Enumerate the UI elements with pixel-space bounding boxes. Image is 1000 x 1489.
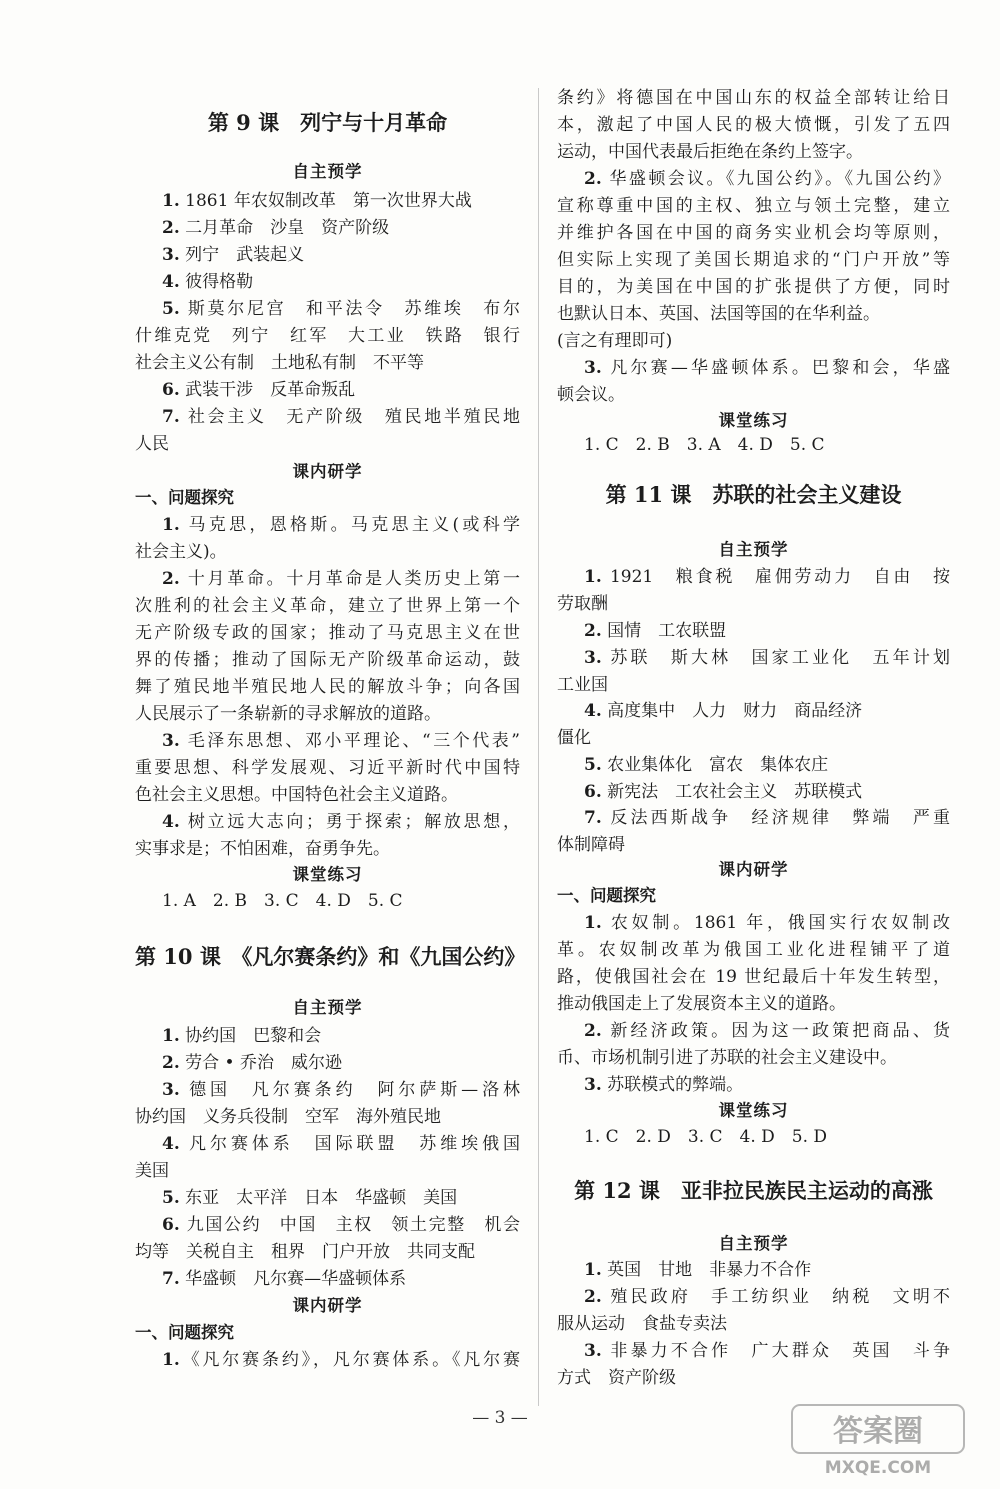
- lesson12-preview-3: 3. 非暴力不合作 广大群众 英国 斗争: [584, 1341, 951, 1361]
- lesson11-preview-heading: 自主预学: [718, 540, 789, 559]
- lesson10-study-1-line: 运动，中国代表最后拒绝在条约上签字。: [557, 142, 863, 162]
- lesson11-preview-7: 7. 反法西斯战争 经济规律 弊端 严重: [584, 808, 951, 828]
- lesson10-practice-answers: 1. C 2. B 3. A 4. D 5. C: [584, 435, 825, 455]
- lesson10-preview-6: 6. 九国公约 中国 主权 领土完整 机会: [162, 1215, 521, 1235]
- lesson11-practice-heading: 课堂练习: [718, 1101, 789, 1120]
- lesson9-study-2-line: 界的传播；推动了国际无产阶级革命运动，鼓: [135, 650, 520, 670]
- page-number: — 3 —: [472, 1408, 528, 1428]
- lesson9-study-2-line: 次胜利的社会主义革命，建立了世界上第一个: [135, 596, 520, 616]
- lesson10-study-2: 2. 华盛顿会议。《九国公约》。《九国公约》: [584, 169, 951, 189]
- lesson10-study-2-line: 也默认日本、英国、法国等国的在华利益。: [557, 304, 880, 324]
- lesson10-preview-heading: 自主预学: [292, 998, 363, 1017]
- watermark-url: MXQE.COM: [824, 1458, 932, 1478]
- lesson11-preview-5: 5. 农业集体化 富农 集体农庄: [584, 755, 829, 775]
- lesson11-study-1-line: 革。农奴制改革为俄国工业化进程铺平了道: [557, 940, 950, 960]
- lesson11-preview-1-cont: 劳取酬: [557, 594, 608, 614]
- lesson10-study-3-cont: 顿会议。: [557, 385, 625, 405]
- lesson10-part1: 一、问题探究: [135, 1323, 234, 1342]
- lesson9-study-1: 1. 马克思，恩格斯。马克思主义(或科学: [162, 515, 520, 535]
- lesson11-study-1: 1. 农奴制。1861 年，俄国实行农奴制改: [584, 913, 951, 933]
- lesson10-study-2-line: 目的，为美国在中国的扩张提供了方便，同时: [557, 277, 950, 297]
- lesson9-preview-5: 5. 斯莫尔尼宫 和平法令 苏维埃 布尔: [162, 299, 521, 319]
- lesson10-study-1-line: 本，激起了中国人民的极大愤慨，引发了五四: [557, 115, 950, 135]
- lesson11-preview-3-cont: 工业国: [557, 675, 608, 695]
- lesson9-preview-6: 6. 武装干涉 反革命叛乱: [162, 380, 356, 400]
- lesson10-preview-2: 2. 劳合 • 乔治 威尔逊: [162, 1053, 342, 1073]
- lesson12-preview-2-cont: 服从运动 食盐专卖法: [557, 1314, 727, 1334]
- lesson10-preview-4: 4. 凡尔赛体系 国际联盟 苏维埃俄国: [162, 1134, 521, 1154]
- lesson9-study-2-line: 人民展示了一条崭新的寻求解放的道路。: [135, 704, 441, 724]
- lesson9-preview-4: 4. 彼得格勒: [162, 272, 254, 292]
- lesson9-preview-5-cont2: 社会主义公有制 土地私有制 不平等: [135, 353, 424, 373]
- lesson9-preview-7: 7. 社会主义 无产阶级 殖民地半殖民地: [162, 407, 521, 427]
- lesson9-study-4: 4. 树立远大志向；勇于探索；解放思想，: [162, 812, 521, 832]
- lesson10-study-1-line: 条约》将德国在中国山东的权益全部转让给日: [557, 88, 950, 108]
- lesson11-preview-2: 2. 国情 工农联盟: [584, 621, 727, 641]
- lesson12-preview-heading: 自主预学: [718, 1234, 789, 1253]
- lesson10-practice-heading: 课堂练习: [718, 411, 789, 430]
- lesson12-preview-3-cont: 方式 资产阶级: [557, 1368, 676, 1388]
- lesson12-preview-2: 2. 殖民政府 手工纺织业 纳税 文明不: [584, 1287, 951, 1307]
- lesson9-study-4-line: 实事求是；不怕困难，奋勇争先。: [135, 839, 390, 859]
- lesson10-study-3: 3. 凡尔赛—华盛顿体系。巴黎和会，华盛: [584, 358, 951, 378]
- lesson10-preview-1: 1. 协约国 巴黎和会: [162, 1026, 322, 1046]
- lesson9-preview-3: 3. 列宁 武装起义: [162, 245, 305, 265]
- lesson10-preview-3: 3. 德国 凡尔赛条约 阿尔萨斯—洛林: [162, 1080, 521, 1100]
- lesson11-preview-1: 1. 1921 粮食税 雇佣劳动力 自由 按: [584, 567, 951, 587]
- lesson9-title: 第 9 课 列宁与十月革命: [207, 110, 448, 135]
- lesson12-title: 第 12 课 亚非拉民族民主运动的高涨: [574, 1178, 933, 1203]
- lesson9-preview-2: 2. 二月革命 沙皇 资产阶级: [162, 218, 390, 238]
- watermark-text: 答案圈: [833, 1414, 923, 1449]
- lesson9-preview-7-cont: 人民: [135, 434, 169, 454]
- lesson11-preview-4-cont: 僵化: [557, 728, 591, 748]
- lesson10-study-heading: 课内研学: [292, 1296, 363, 1315]
- lesson9-practice-answers: 1. A 2. B 3. C 4. D 5. C: [162, 891, 403, 911]
- lesson11-title: 第 11 课 苏联的社会主义建设: [605, 482, 902, 507]
- lesson9-preview-heading: 自主预学: [292, 162, 363, 181]
- lesson11-study-1-line: 推动俄国走上了发展资本主义的道路。: [557, 994, 846, 1014]
- lesson11-study-3: 3. 苏联模式的弊端。: [584, 1075, 744, 1095]
- lesson11-study-2: 2. 新经济政策。因为这一政策把商品、货: [584, 1021, 951, 1041]
- lesson9-preview-1: 1. 1861 年农奴制改革 第一次世界大战: [162, 191, 472, 211]
- lesson9-study-2: 2. 十月革命。十月革命是人类历史上第一: [162, 569, 521, 589]
- lesson11-preview-3: 3. 苏联 斯大林 国家工业化 五年计划: [584, 648, 951, 668]
- lesson12-preview-1: 1. 英国 甘地 非暴力不合作: [584, 1260, 812, 1280]
- lesson9-study-heading: 课内研学: [292, 462, 363, 481]
- lesson9-study-2-line: 无产阶级专政的国家；推动了马克思主义在世: [135, 623, 520, 643]
- lesson11-study-heading: 课内研学: [718, 860, 789, 879]
- lesson10-preview-7: 7. 华盛顿 凡尔赛—华盛顿体系: [162, 1269, 407, 1289]
- lesson10-preview-4-cont: 美国: [135, 1161, 169, 1181]
- lesson9-study-2-line: 舞了殖民地半殖民地人民的解放斗争；向各国: [135, 677, 520, 697]
- lesson9-study-1-cont: 社会主义)。: [135, 542, 227, 562]
- lesson11-part1: 一、问题探究: [557, 886, 656, 905]
- watermark-logo: [788, 1401, 968, 1479]
- lesson10-study-2-line: 但实际上实现了美国长期追求的“门户开放”等: [557, 250, 950, 270]
- column-divider: [538, 88, 539, 1406]
- lesson11-study-2-cont: 币、市场机制引进了苏联的社会主义建设中。: [557, 1048, 897, 1068]
- lesson11-preview-4: 4. 高度集中 人力 财力 商品经济: [584, 701, 863, 721]
- lesson10-title: 第 10 课 《凡尔赛条约》和《九国公约》: [135, 944, 526, 969]
- lesson10-preview-5: 5. 东亚 太平洋 日本 华盛顿 美国: [162, 1188, 458, 1208]
- lesson11-practice-answers: 1. C 2. D 3. C 4. D 5. D: [584, 1127, 828, 1147]
- lesson9-study-3-line: 色社会主义思想。中国特色社会主义道路。: [135, 785, 458, 805]
- lesson11-preview-6: 6. 新宪法 工农社会主义 苏联模式: [584, 782, 863, 802]
- lesson10-study-2-line: 宣称尊重中国的主权、独立与领土完整，建立: [557, 196, 950, 216]
- lesson11-preview-7-cont: 体制障碍: [557, 835, 625, 855]
- lesson10-study-2-line: 并维护各国在中国的商务实业机会均等原则，: [557, 223, 950, 243]
- lesson9-practice-heading: 课堂练习: [292, 865, 363, 884]
- lesson10-preview-6-cont: 均等 关税自主 租界 门户开放 共同支配: [135, 1242, 475, 1262]
- lesson9-study-3: 3. 毛泽东思想、邓小平理论、“三个代表”: [162, 731, 520, 751]
- lesson11-study-1-line: 路，使俄国社会在 19 世纪最后十年发生转型，: [557, 967, 950, 987]
- lesson9-part1: 一、问题探究: [135, 488, 234, 507]
- lesson10-study-2-line: (言之有理即可): [557, 331, 673, 351]
- lesson10-study-1: 1.《凡尔赛条约》，凡尔赛体系。《凡尔赛: [162, 1350, 520, 1370]
- lesson9-study-3-line: 重要思想、科学发展观、习近平新时代中国特: [135, 758, 520, 778]
- lesson9-preview-5-cont: 什维克党 列宁 红军 大工业 铁路 银行: [135, 326, 520, 346]
- lesson10-preview-3-cont: 协约国 义务兵役制 空军 海外殖民地: [135, 1107, 441, 1127]
